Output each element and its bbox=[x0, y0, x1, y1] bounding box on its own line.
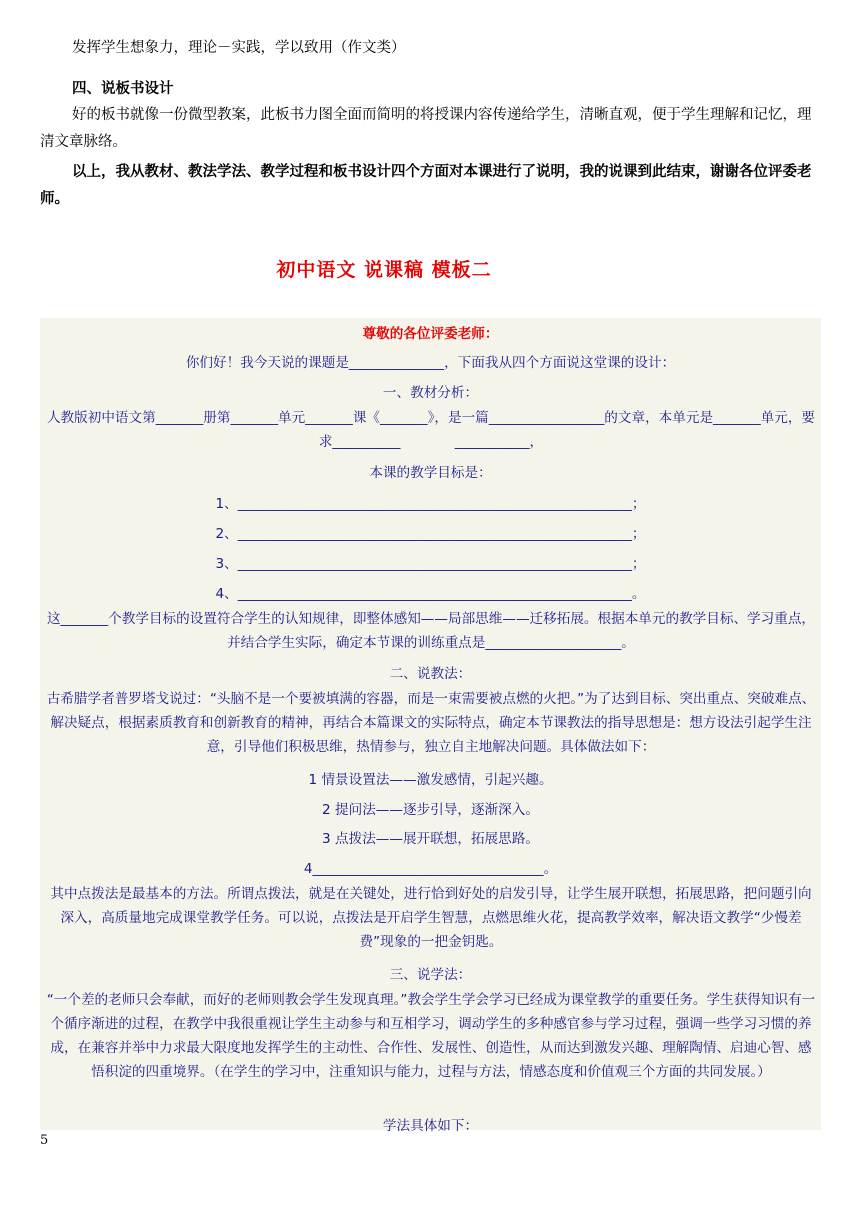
section-heading-1: 一、教材分析： bbox=[382, 385, 479, 401]
goals-paragraph: 这_______个教学目标的设置符合学生的认知规律，即整体感知——局部思维——迁移拓展。根据本单元的教学目标、学习重点，并结合学生实际，确定本节课的训练重点是____________________。 bbox=[46, 611, 816, 651]
method-item: 2 提问法——逐步引导，逐渐深入。 bbox=[322, 802, 539, 818]
method-item: 1 情景设置法——激发感情，引起兴趣。 bbox=[308, 772, 553, 788]
intro-line: 你们好！我今天说的课题是______________，下面我从四个方面说这堂课的设计： bbox=[185, 355, 676, 371]
goal-line: 2、__________________________________________________________； bbox=[215, 526, 646, 542]
study-detail-line: 学法具体如下： bbox=[382, 1118, 479, 1134]
para-blackboard: 好的板书就像一份微型教案，此板书力图全面而简明的将授课内容传递给学生，清晰直观，便于学生理解和记忆，理清文章脉络。 bbox=[40, 107, 812, 150]
page-title: 初中语文 说课稿 模板二 bbox=[276, 259, 492, 281]
greeting: 尊敬的各位评委老师： bbox=[362, 326, 499, 342]
method-paragraph: 古希腊学者普罗塔戈说过：“头脑不是一个要被填满的容器，而是一束需要被点燃的火把。”为了达到目标、突出重点、突破难点、解决疑点，根据素质教育和创新教育的精神，再结合本篇课文的实际特点，确定本节课教法的指导思想是：想方设法引起学生注意，引导他们积极思维，热情参与，独立自主地解决问题。具体做法如下： bbox=[46, 691, 816, 755]
line-imagination: 发挥学生想象力，理论－实践，学以致用（作文类） bbox=[72, 40, 406, 56]
goals-title: 本课的教学目标是： bbox=[369, 465, 492, 481]
template-box bbox=[40, 318, 821, 1134]
dianbo-paragraph: 其中点拨法是最基本的方法。所谓点拨法，就是在关键处，进行恰到好处的启发引导，让学生展开联想，拓展思路，把问题引向深入，高质量地完成课堂教学任务。可以说，点拨法是开启学生智慧，点燃思维火花，提高教学效率，解决语文教学“少慢差费”现象的一把金钥匙。 bbox=[50, 886, 812, 950]
section-heading-2: 二、说教法： bbox=[389, 666, 472, 682]
method-item: 3 点拨法——展开联想，拓展思路。 bbox=[322, 831, 539, 847]
study-paragraph: “一个差的老师只会奉献，而好的老师则教会学生发现真理。”教会学生学会学习已经成为课堂教学的重要任务。学生获得知识有一个循序渐进的过程，在教学中我很重视让学生主动参与和互相学习，调动学生的多种感官参与学习过程，强调一些学习习惯的养成，在兼容并举中力求最大限度地发挥学生的主动性、合作性、发展性、创造性，从而达到激发兴趣、理解陶情、启迪心智、感悟积淀的四重境界。（在学生的学习中，注重知识与能力，过程与方法，情感态度和价值观三个方面的共同发展。） bbox=[46, 992, 816, 1080]
method-item: 4__________________________________。 bbox=[303, 861, 558, 877]
heading-blackboard-design: 四、说板书设计 bbox=[72, 81, 174, 97]
goal-line: 4、__________________________________________________________。 bbox=[215, 586, 646, 602]
page-number: 5 bbox=[40, 1133, 49, 1148]
textbook-line: 人教版初中语文第_______册第_______单元_______课《_______》，是一篇_________________的文章，本单元是_______单元，要求__________ ___________， bbox=[46, 410, 816, 450]
section-heading-3: 三、说学法： bbox=[389, 967, 472, 983]
goal-line: 1、__________________________________________________________； bbox=[215, 496, 646, 512]
goal-line: 3、__________________________________________________________； bbox=[215, 556, 646, 572]
para-conclusion: 以上，我从教材、教法学法、教学过程和板书设计四个方面对本课进行了说明，我的说课到此结束，谢谢各位评委老师。 bbox=[40, 164, 812, 207]
